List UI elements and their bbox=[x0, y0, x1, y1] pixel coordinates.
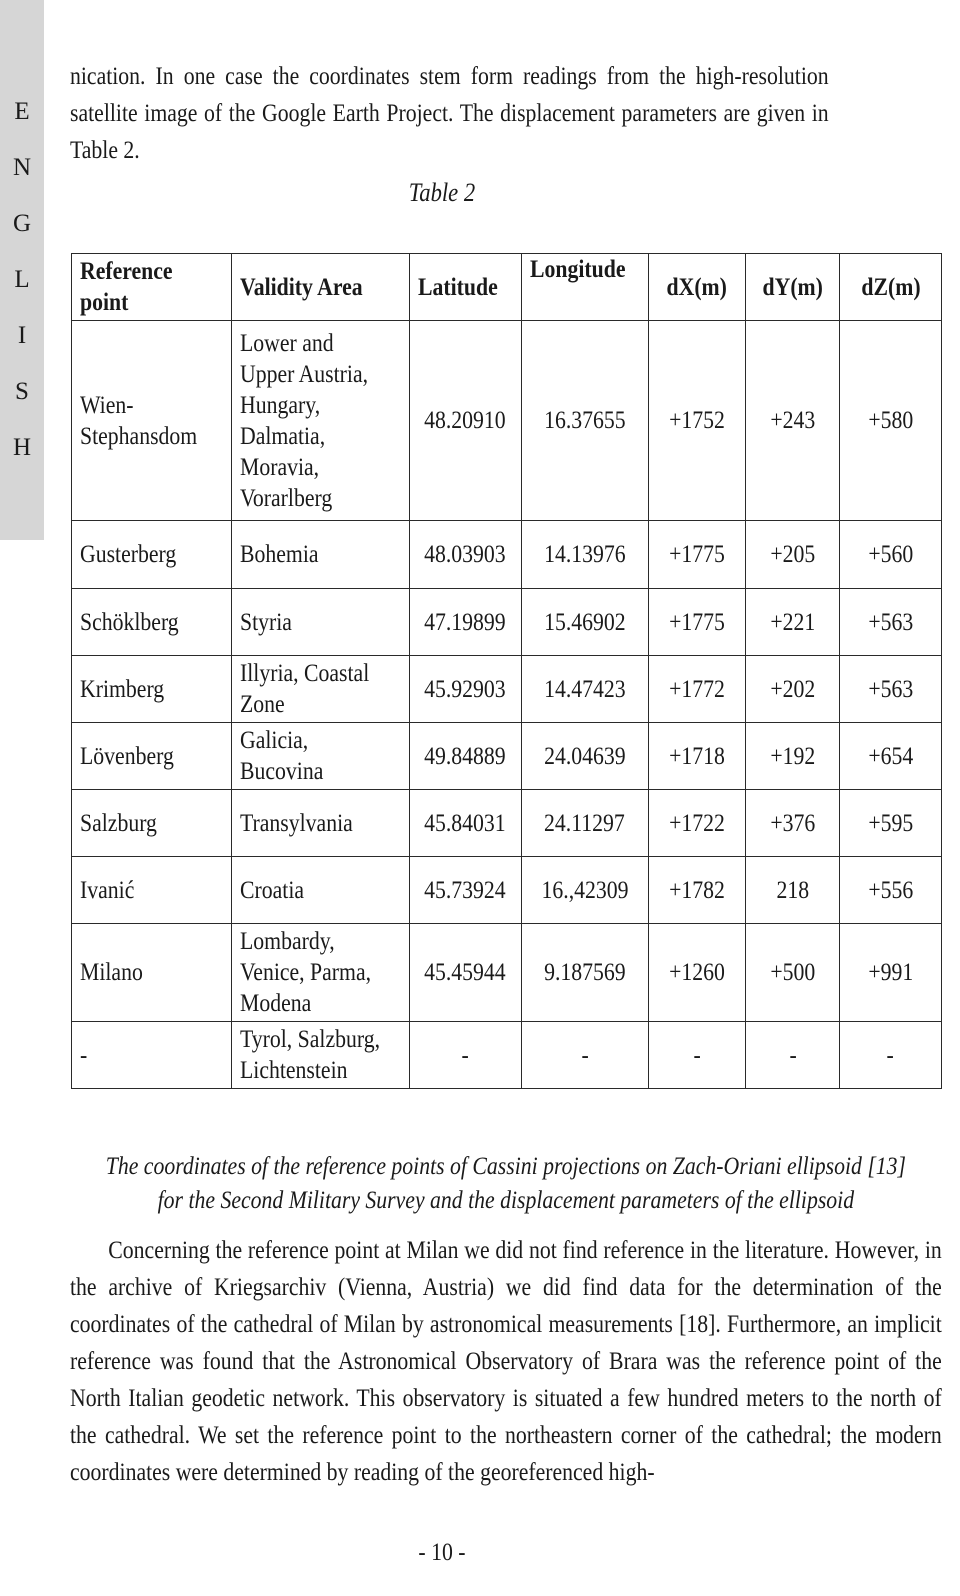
intro-paragraph bbox=[70, 58, 829, 169]
cell-dz bbox=[840, 790, 942, 857]
cell-dx bbox=[648, 321, 746, 521]
cell-text: Stephansdom bbox=[80, 422, 198, 450]
cell-latitude bbox=[409, 723, 521, 790]
side-tab-letter: H bbox=[12, 434, 32, 461]
table-row bbox=[72, 521, 942, 589]
cell-text: +1722 bbox=[669, 809, 726, 837]
cell-text: Croatia bbox=[239, 876, 304, 904]
cell-text: 16.37655 bbox=[543, 407, 626, 434]
header-dy bbox=[746, 254, 840, 321]
cell-text: Hungary, bbox=[239, 391, 320, 419]
header-dx bbox=[648, 254, 746, 321]
header-reference-point bbox=[72, 254, 232, 321]
cell-validity-area bbox=[231, 857, 409, 924]
table-row bbox=[72, 790, 942, 857]
cell-dx bbox=[648, 790, 746, 857]
table-row bbox=[72, 723, 942, 790]
cell-reference-point bbox=[72, 321, 232, 521]
table-title: Table 2 bbox=[408, 178, 476, 207]
cell-dx bbox=[648, 924, 746, 1022]
cell-dz bbox=[840, 321, 942, 521]
cell-validity-area bbox=[231, 521, 409, 589]
cell-text: Illyria, Coastal bbox=[239, 660, 370, 687]
cell-dx bbox=[648, 723, 746, 790]
cell-text: 48.03903 bbox=[424, 541, 507, 568]
cell-dz bbox=[840, 656, 942, 723]
cell-text: 24.04639 bbox=[543, 742, 626, 770]
cell-validity-area bbox=[231, 924, 409, 1022]
cell-text: 15.46902 bbox=[543, 608, 626, 636]
header-validity-area bbox=[231, 254, 409, 321]
cell-text: Lower and bbox=[239, 329, 334, 357]
cell-dx bbox=[648, 521, 746, 589]
cell-text: +556 bbox=[868, 876, 914, 904]
cell-text: +192 bbox=[770, 742, 816, 770]
cell-text: 24.11297 bbox=[544, 809, 626, 837]
cell-text: 14.13976 bbox=[543, 541, 626, 568]
cell-longitude bbox=[521, 656, 648, 723]
cell-latitude bbox=[409, 589, 521, 656]
cell-text: Krimberg bbox=[80, 675, 165, 703]
cell-text: 9.187569 bbox=[543, 959, 626, 986]
cell-longitude bbox=[521, 589, 648, 656]
cell-text: Lövenberg bbox=[80, 742, 174, 770]
header-latitude bbox=[409, 254, 521, 321]
cell-latitude bbox=[409, 1022, 521, 1089]
cell-dy bbox=[746, 924, 840, 1022]
cell-dx bbox=[648, 589, 746, 656]
header-text: dZ(m) bbox=[861, 273, 921, 301]
cell-text: +1775 bbox=[669, 608, 726, 636]
cell-dz bbox=[840, 521, 942, 589]
cell-text: 45.45944 bbox=[424, 959, 507, 986]
cell-text: +500 bbox=[770, 959, 816, 986]
cell-latitude bbox=[409, 790, 521, 857]
cell-dz bbox=[840, 1022, 942, 1089]
cell-text: - bbox=[789, 1041, 797, 1069]
cell-text: Milano bbox=[80, 959, 143, 986]
header-line: point bbox=[80, 289, 129, 316]
cell-text: +376 bbox=[770, 809, 816, 837]
displacement-table bbox=[71, 253, 942, 1089]
cell-text: 218 bbox=[776, 876, 810, 904]
header-text: Validity Area bbox=[239, 273, 363, 301]
cell-dy bbox=[746, 1022, 840, 1089]
header-text: dX(m) bbox=[666, 273, 728, 301]
cell-longitude bbox=[521, 321, 648, 521]
cell-text: Modena bbox=[239, 990, 312, 1017]
cell-validity-area bbox=[231, 1022, 409, 1089]
cell-text: Dalmatia, bbox=[239, 422, 325, 450]
cell-dz bbox=[840, 857, 942, 924]
cell-text: Tyrol, Salzburg, bbox=[239, 1026, 380, 1053]
cell-text: +654 bbox=[868, 742, 914, 770]
cell-text: +221 bbox=[770, 608, 816, 636]
side-tab-letter: N bbox=[12, 154, 32, 181]
cell-text: +1718 bbox=[669, 742, 726, 770]
cell-text: Upper Austria, bbox=[239, 360, 368, 388]
cell-text: Vorarlberg bbox=[239, 484, 333, 512]
body-paragraph bbox=[70, 1232, 942, 1491]
cell-text: 49.84889 bbox=[424, 742, 507, 770]
cell-text: +205 bbox=[770, 541, 816, 568]
table-row bbox=[72, 1022, 942, 1089]
cell-reference-point bbox=[72, 589, 232, 656]
cell-text: 47.19899 bbox=[424, 608, 507, 636]
cell-text: 45.92903 bbox=[424, 675, 507, 703]
body-text: Concerning the reference point at Milan we did not find reference in the literature. However, in the archive of Kriegsarchiv (Vienna, Austria) we did find data for the determination of the coordinates of the cathedral of Milan by astronomical measurements [18]. Furthermore, an implicit reference was found that the Astronomical Observatory of Brara was the reference point of the North Italian geodetic network. This observatory is situated a few hundred meters to the north of the cathedral. We set the reference point to the northeastern corner of the cathedral; the modern coordinates were determined by reading of the georeferenced high- bbox=[70, 1237, 942, 1486]
cell-latitude bbox=[409, 656, 521, 723]
intro-text: nication. In one case the coordinates stem form readings from the high-resolution satellite image of the Google Earth Project. The displacement parameters are given in Table 2. bbox=[70, 63, 829, 164]
cell-text: Schöklberg bbox=[80, 608, 179, 636]
cell-text: Zone bbox=[239, 691, 285, 718]
cell-text: Lichtenstein bbox=[239, 1057, 348, 1084]
header-dz bbox=[840, 254, 942, 321]
table-row bbox=[72, 857, 942, 924]
cell-dy bbox=[746, 857, 840, 924]
cell-text: Salzburg bbox=[80, 809, 157, 837]
cell-text: +1752 bbox=[669, 407, 726, 434]
cell-longitude bbox=[521, 1022, 648, 1089]
cell-latitude bbox=[409, 857, 521, 924]
side-tab-letter: G bbox=[12, 210, 32, 237]
cell-dy bbox=[746, 790, 840, 857]
cell-longitude bbox=[521, 857, 648, 924]
cell-latitude bbox=[409, 521, 521, 589]
cell-text: Lombardy, bbox=[239, 928, 335, 955]
cell-validity-area bbox=[231, 656, 409, 723]
cell-dz bbox=[840, 723, 942, 790]
side-tab-letter: E bbox=[14, 98, 30, 125]
cell-text: 16.,42309 bbox=[541, 876, 629, 904]
cell-dz bbox=[840, 589, 942, 656]
cell-text: +1775 bbox=[669, 541, 726, 568]
cell-dy bbox=[746, 656, 840, 723]
cell-text: Venice, Parma, bbox=[239, 959, 371, 986]
cell-reference-point bbox=[72, 1022, 232, 1089]
cell-text: +595 bbox=[868, 809, 914, 837]
cell-latitude bbox=[409, 924, 521, 1022]
cell-text: Galicia, bbox=[239, 727, 309, 754]
cell-reference-point bbox=[72, 656, 232, 723]
cell-text: +580 bbox=[868, 407, 914, 434]
cell-dx bbox=[648, 656, 746, 723]
cell-text: +991 bbox=[868, 959, 914, 986]
table-caption bbox=[70, 1150, 942, 1218]
cell-longitude bbox=[521, 790, 648, 857]
cell-text: 45.84031 bbox=[424, 809, 507, 837]
cell-text: +1782 bbox=[669, 876, 726, 904]
cell-reference-point bbox=[72, 723, 232, 790]
cell-text: - bbox=[461, 1041, 469, 1069]
header-text: Longitude bbox=[529, 256, 626, 283]
cell-latitude bbox=[409, 321, 521, 521]
cell-dx bbox=[648, 1022, 746, 1089]
cell-text: 45.73924 bbox=[424, 876, 507, 904]
header-text: Latitude bbox=[417, 273, 498, 301]
table-row bbox=[72, 321, 942, 521]
cell-text: - bbox=[80, 1041, 88, 1069]
side-tab-letter: S bbox=[15, 378, 29, 405]
cell-reference-point bbox=[72, 924, 232, 1022]
cell-text: +563 bbox=[868, 608, 914, 636]
cell-text: 48.20910 bbox=[424, 407, 507, 434]
cell-text: - bbox=[693, 1041, 701, 1069]
caption-line: for the Second Military Survey and the displacement parameters of the ellipsoid bbox=[157, 1187, 855, 1214]
cell-dz bbox=[840, 924, 942, 1022]
cell-dx bbox=[648, 857, 746, 924]
cell-text: Bohemia bbox=[239, 541, 319, 568]
table-row bbox=[72, 656, 942, 723]
cell-text: Bucovina bbox=[239, 758, 324, 785]
cell-dy bbox=[746, 589, 840, 656]
cell-text: Wien- bbox=[80, 391, 134, 419]
cell-dy bbox=[746, 321, 840, 521]
cell-longitude bbox=[521, 924, 648, 1022]
cell-text: +243 bbox=[770, 407, 816, 434]
cell-text: +1772 bbox=[669, 675, 726, 703]
table-body bbox=[72, 321, 942, 1089]
cell-dy bbox=[746, 521, 840, 589]
cell-text: Ivanić bbox=[80, 876, 135, 904]
cell-reference-point bbox=[72, 857, 232, 924]
cell-text: - bbox=[887, 1041, 895, 1069]
cell-reference-point bbox=[72, 790, 232, 857]
page-number: - 10 - bbox=[418, 1539, 466, 1566]
table-row bbox=[72, 924, 942, 1022]
cell-longitude bbox=[521, 521, 648, 589]
caption-line: The coordinates of the reference points of Cassini projections on Zach-Oriani ellipsoid [13] bbox=[105, 1153, 907, 1180]
cell-text: Transylvania bbox=[239, 809, 353, 837]
cell-text: +563 bbox=[868, 675, 914, 703]
cell-text: Gusterberg bbox=[80, 541, 177, 568]
header-line: Reference bbox=[80, 258, 173, 285]
cell-text: Styria bbox=[239, 608, 292, 636]
table-row bbox=[72, 589, 942, 656]
cell-dy bbox=[746, 723, 840, 790]
cell-text: 14.47423 bbox=[543, 675, 626, 703]
cell-validity-area bbox=[231, 790, 409, 857]
side-tab-letter: I bbox=[17, 322, 27, 349]
cell-validity-area bbox=[231, 321, 409, 521]
cell-text: +1260 bbox=[669, 959, 726, 986]
cell-longitude bbox=[521, 723, 648, 790]
side-tab-letters bbox=[0, 84, 44, 476]
header-text: dY(m) bbox=[762, 273, 824, 301]
table-header-row bbox=[72, 254, 942, 321]
cell-reference-point bbox=[72, 521, 232, 589]
language-side-tab bbox=[0, 0, 44, 540]
cell-text: +202 bbox=[770, 675, 816, 703]
cell-text: Moravia, bbox=[239, 453, 319, 481]
side-tab-letter: L bbox=[14, 266, 30, 293]
cell-text: +560 bbox=[868, 541, 914, 568]
header-longitude bbox=[521, 254, 648, 321]
cell-validity-area bbox=[231, 723, 409, 790]
cell-text: - bbox=[581, 1041, 589, 1069]
cell-validity-area bbox=[231, 589, 409, 656]
